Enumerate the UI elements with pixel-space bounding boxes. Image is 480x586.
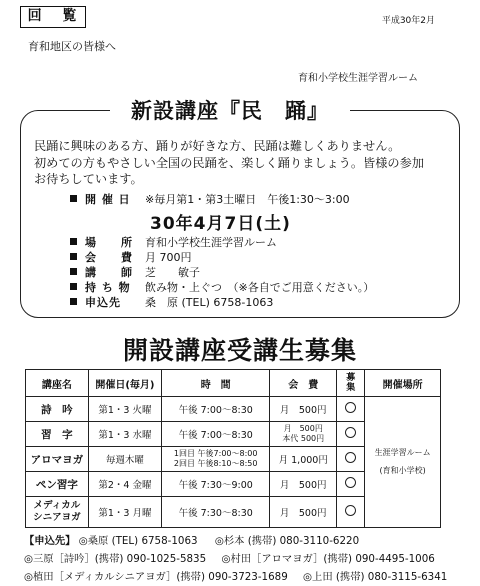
circle-icon <box>345 402 356 413</box>
course-day: 第2・4 金曜 <box>88 472 161 497</box>
course-table <box>25 369 441 528</box>
contact-entry: ◎植田［メディカルシニアヨガ］(携帯) 090-3723-1689 <box>24 571 288 583</box>
info-value: ※毎月第1・第3土曜日 午後1:30～3:00 <box>145 193 350 206</box>
info-value: 芝 敏子 <box>145 266 200 279</box>
course-day: 第1・3 火曜 <box>88 397 161 422</box>
bullet-icon <box>70 283 77 290</box>
info-label: 場 所 <box>85 236 133 249</box>
info-apply <box>70 296 273 310</box>
table-header <box>26 370 441 397</box>
course-name: 習 字 <box>26 422 89 447</box>
first-date: 30年4月7日(土) <box>150 214 291 234</box>
course-time: 午後 7:00～8:30 <box>162 422 270 447</box>
contact-label: 【申込先】 <box>24 535 76 547</box>
table-row <box>26 397 441 422</box>
bullet-icon <box>70 268 77 275</box>
recruit-heading: 開設講座受講生募集 <box>122 336 357 365</box>
fee-line: 本代 500円 <box>282 434 325 443</box>
intro-line: 初めての方もやさしい全国の民踊を、楽しく踊りましょう。皆様の参加 <box>34 155 424 170</box>
course-intro <box>34 138 444 188</box>
contact-entry: ◎村田［アロマヨガ］(携帯) 090-4495-1006 <box>221 553 435 565</box>
circle-icon <box>345 427 356 438</box>
info-label: 開 催 日 <box>85 193 131 206</box>
fee-line: 月 500円 <box>283 424 323 433</box>
bullet-icon <box>70 238 77 245</box>
course-day: 第1・3 月曜 <box>88 497 161 528</box>
intro-line: 民踊に興味のある方、踊りが好きな方、民踊は難しくありません。 <box>34 139 401 153</box>
time-line: 2回目 午後8:10～8:50 <box>173 459 258 468</box>
name-line: メディカル <box>33 500 81 511</box>
recruiting-mark <box>337 472 365 497</box>
recruiting-mark <box>337 447 365 472</box>
time-line: 1回目 午後7:00～8:00 <box>173 449 258 458</box>
col-header: 開催日(毎月) <box>88 370 161 397</box>
course-fee: 月 500円 <box>270 472 337 497</box>
course-time: 午後 7:00～8:30 <box>162 397 270 422</box>
contact-entry: ◎桑原 (TEL) 6758-1063 <box>78 535 198 547</box>
info-value: 月 700円 <box>145 251 192 264</box>
info-label: 講 師 <box>85 266 133 279</box>
organizer: 育和小学校生涯学習ルーム <box>298 73 418 84</box>
course-fee: 月 1,000円 <box>270 447 337 472</box>
circle-icon <box>345 505 356 516</box>
course-fee <box>270 422 337 447</box>
contact-line <box>24 550 435 565</box>
course-name: ペン習字 <box>26 472 89 497</box>
col-header: 募集 <box>337 370 365 397</box>
circle-icon <box>345 452 356 463</box>
contact-line <box>24 532 359 547</box>
col-header: 会 費 <box>270 370 337 397</box>
course-time: 午後 7:30～9:00 <box>162 472 270 497</box>
contact-entry: ◎杉本 (携帯) 080-3110-6220 <box>214 535 360 547</box>
info-items <box>70 281 374 295</box>
course-day: 毎週木曜 <box>88 447 161 472</box>
col-header: 開催場所 <box>365 370 441 397</box>
bullet-icon <box>70 195 77 202</box>
info-label: 持 ち 物 <box>85 281 131 294</box>
info-value: 桑 原 (TEL) 6758-1063 <box>145 296 274 309</box>
info-label: 会 費 <box>85 251 133 264</box>
course-name <box>26 497 89 528</box>
recruiting-mark <box>337 422 365 447</box>
col-header: 講座名 <box>26 370 89 397</box>
circulation-stamp: 回 覧 <box>20 6 86 28</box>
issue-date: 平成30年2月 <box>381 16 435 26</box>
intro-line: お待ちしています。 <box>34 172 143 186</box>
contact-entry: ◎上田 (携帯) 080-3115-6341 <box>303 571 448 583</box>
name-line: シニアヨガ <box>33 512 81 523</box>
venue-cell <box>365 397 441 528</box>
bullet-icon <box>70 253 77 260</box>
course-name: 詩 吟 <box>26 397 89 422</box>
info-fee <box>70 251 192 265</box>
info-value: 育和小学校生涯学習ルーム <box>145 236 277 249</box>
course-time: 午後 7:30～8:30 <box>162 497 270 528</box>
course-time <box>162 447 270 472</box>
circle-icon <box>345 477 356 488</box>
info-label: 申込先 <box>85 296 121 309</box>
info-value: 飲み物・上ぐつ （※各自でご用意ください。） <box>145 281 375 294</box>
venue-name: 生涯学習ルーム <box>374 448 431 457</box>
col-header: 時 間 <box>162 370 270 397</box>
bullet-icon <box>70 298 77 305</box>
course-fee: 月 500円 <box>270 497 337 528</box>
course-day: 第1・3 水曜 <box>88 422 161 447</box>
greeting: 育和地区の皆様へ <box>28 40 116 53</box>
course-name: アロマヨガ <box>26 447 89 472</box>
info-place <box>70 236 277 250</box>
contact-line <box>24 568 447 583</box>
info-schedule <box>70 193 350 207</box>
recruiting-mark <box>337 497 365 528</box>
course-title: 新設講座『民 踊』 <box>110 98 350 124</box>
recruiting-mark <box>337 397 365 422</box>
contact-entry: ◎三原［詩吟］(携帯) 090-1025-5835 <box>24 553 207 565</box>
venue-school: (育和小学校) <box>379 466 426 475</box>
course-fee: 月 500円 <box>270 397 337 422</box>
info-teacher <box>70 266 200 280</box>
